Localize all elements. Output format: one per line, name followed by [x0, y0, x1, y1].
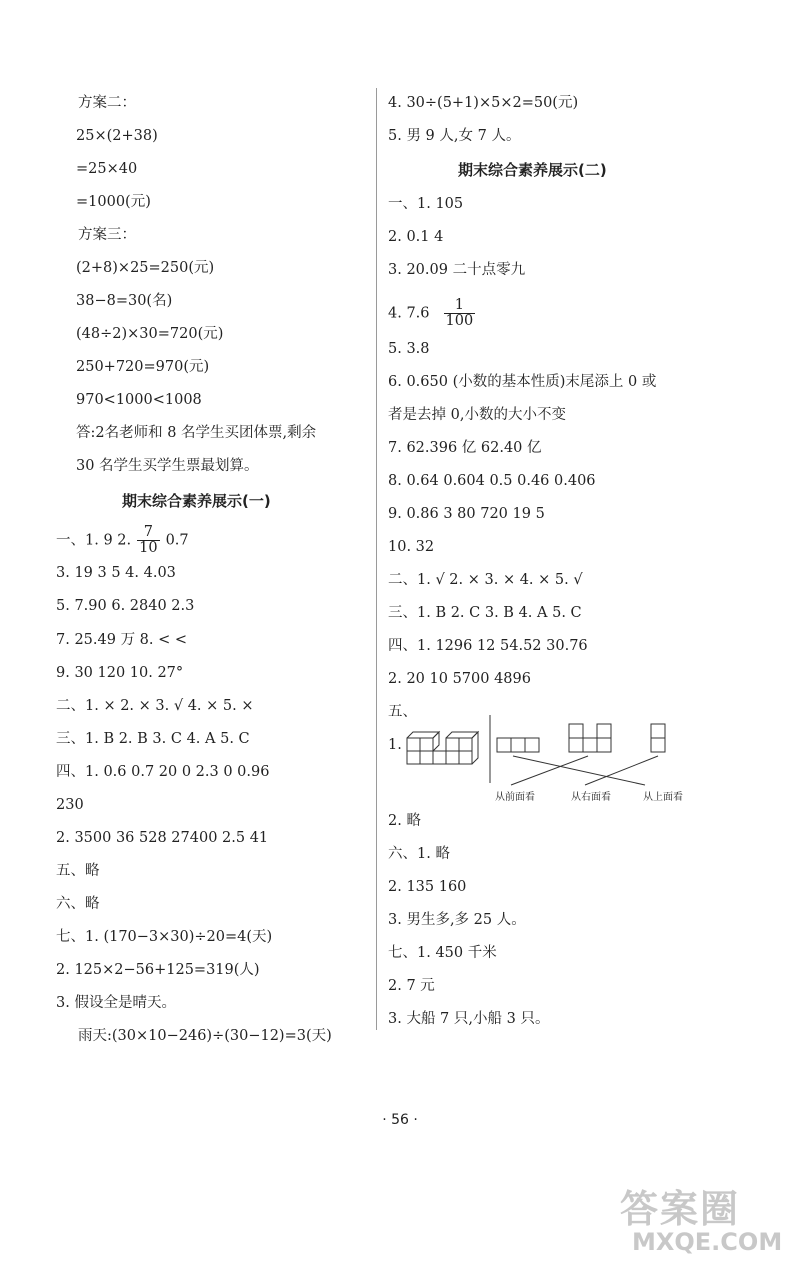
s2-line: 二、1. × 2. × 3. √ 4. × 5. × — [56, 698, 254, 714]
view-square — [583, 738, 597, 752]
watermark-text: 答案圈 — [620, 1187, 741, 1231]
page-number: · 56 · — [382, 1112, 418, 1128]
plan3-line: 38−8=30(名) — [76, 293, 173, 309]
s1-line-1 — [56, 525, 189, 556]
s1-line-1-prefix: 一、1. 9 2. — [56, 532, 132, 549]
view-square — [497, 738, 511, 752]
view-square — [569, 738, 583, 752]
answer-line: 30 名学生买学生票最划算。 — [76, 458, 259, 474]
s5-line: 五、略 — [56, 863, 100, 879]
top-line: 5. 男 9 人,女 7 人。 — [388, 128, 521, 144]
s7-line: 2. 7 元 — [388, 978, 435, 994]
cube-face — [459, 751, 472, 764]
s4-line: 四、1. 1296 12 54.52 30.76 — [388, 638, 588, 654]
view-square — [525, 738, 539, 752]
cube-face — [446, 751, 459, 764]
s1-line: 7. 62.396 亿 62.40 亿 — [388, 440, 542, 456]
plan3-line: 250+720=970(元) — [76, 359, 210, 375]
plan2-line: 25×(2+38) — [76, 128, 158, 144]
section-title-1: 期末综合素养展示(一) — [122, 492, 271, 510]
s2-line: 二、1. √ 2. × 3. × 4. × 5. √ — [388, 572, 583, 588]
s1-line: 5. 3.8 — [388, 341, 430, 357]
view-square — [597, 724, 611, 738]
three-views-figure — [393, 713, 703, 803]
s1-line: 一、1. 105 — [388, 196, 464, 212]
top-line: 4. 30÷(5+1)×5×2=50(元) — [388, 95, 579, 111]
s1-line: 7. 25.49 万 8. < < — [56, 632, 188, 648]
view-square — [597, 738, 611, 752]
view-label-right: 从右面看 — [571, 792, 611, 803]
s5-item-2: 2. 略 — [388, 813, 421, 829]
s6-line: 3. 男生多,多 25 人。 — [388, 912, 526, 928]
view-label-top: 从上面看 — [643, 792, 683, 803]
s7-line: 2. 125×2−56+125=319(人) — [56, 962, 260, 978]
fraction — [137, 525, 159, 556]
s7-line: 3. 假设全是晴天。 — [56, 995, 176, 1011]
s4-line: 四、1. 0.6 0.7 20 0 2.3 0 0.96 — [56, 764, 270, 780]
s7-line: 七、1. 450 千米 — [388, 945, 497, 961]
plan3-line: (48÷2)×30=720(元) — [76, 326, 224, 342]
s1-line-4-prefix: 4. 7.6 — [388, 305, 430, 322]
s4-line: 2. 3500 36 528 27400 2.5 41 — [56, 830, 269, 846]
s4-line: 2. 20 10 5700 4896 — [388, 671, 531, 687]
connector-line — [585, 756, 658, 785]
plan3-line: (2+8)×25=250(元) — [76, 260, 215, 276]
connector-line — [511, 756, 588, 785]
cube-face — [433, 751, 446, 764]
cube-face — [446, 738, 459, 751]
s5-item-1: 1. — [388, 737, 402, 753]
column-divider — [376, 88, 377, 1030]
cube-face — [459, 738, 472, 751]
s1-line: 9. 30 120 10. 27° — [56, 665, 184, 681]
s1-line: 3. 19 3 5 4. 4.03 — [56, 565, 176, 581]
cube-side — [472, 732, 478, 764]
s1-line-4 — [388, 298, 481, 329]
view-square — [569, 724, 583, 738]
fraction-numerator: 7 — [137, 525, 159, 541]
s1-line: 6. 0.650 (小数的基本性质)末尾添上 0 或 — [388, 374, 657, 390]
s1-line: 2. 0.1 4 — [388, 229, 444, 245]
s1-line: 者是去掉 0,小数的大小不变 — [388, 407, 566, 423]
s3-line: 三、1. B 2. C 3. B 4. A 5. C — [388, 605, 582, 621]
view-square — [651, 724, 665, 738]
view-square — [651, 738, 665, 752]
fraction-denominator: 10 — [139, 540, 158, 556]
s1-line: 3. 20.09 二十点零九 — [388, 262, 526, 278]
s4-line: 230 — [56, 797, 84, 813]
s1-line: 8. 0.64 0.604 0.5 0.46 0.406 — [388, 473, 596, 489]
cube-views-diagram — [393, 713, 703, 799]
s6-line: 六、略 — [56, 896, 100, 912]
cube-face — [407, 751, 420, 764]
cube-face — [420, 738, 433, 751]
plan3-line: 970<1000<1008 — [76, 392, 202, 408]
s1-line-1-suffix: 0.7 — [165, 532, 189, 549]
s1-line: 9. 0.86 3 80 720 19 5 — [388, 506, 545, 522]
s3-line: 三、1. B 2. B 3. C 4. A 5. C — [56, 731, 250, 747]
s6-line: 2. 135 160 — [388, 879, 467, 895]
cube-face — [420, 751, 433, 764]
s6-line: 六、1. 略 — [388, 846, 450, 862]
plan3-label: 方案三： — [78, 227, 136, 243]
fraction-denominator: 100 — [445, 313, 474, 329]
cube-side — [433, 732, 439, 751]
s7-line: 雨天:(30×10−246)÷(30−12)=3(天) — [78, 1028, 332, 1044]
s7-line: 七、1. (170−3×30)÷20=4(天) — [56, 929, 273, 945]
s1-line: 10. 32 — [388, 539, 435, 555]
connector-line — [513, 756, 645, 785]
answer-line: 答:2名老师和 8 名学生买团体票,剩余 — [76, 425, 317, 441]
section-title-2: 期末综合素养展示(二) — [458, 161, 607, 179]
plan2-line: =1000(元) — [76, 194, 151, 210]
plan2-line: =25×40 — [76, 161, 138, 177]
view-label-front: 从前面看 — [495, 792, 535, 803]
fraction-numerator: 1 — [444, 298, 476, 314]
cube-face — [407, 738, 420, 751]
s7-line: 3. 大船 7 只,小船 3 只。 — [388, 1011, 550, 1027]
s1-line: 5. 7.90 6. 2840 2.3 — [56, 598, 195, 614]
view-square — [511, 738, 525, 752]
fraction — [444, 298, 476, 329]
watermark-url: MXQE.COM — [632, 1228, 783, 1256]
plan2-label: 方案二： — [78, 95, 136, 111]
s5-label: 五、 — [388, 704, 417, 720]
